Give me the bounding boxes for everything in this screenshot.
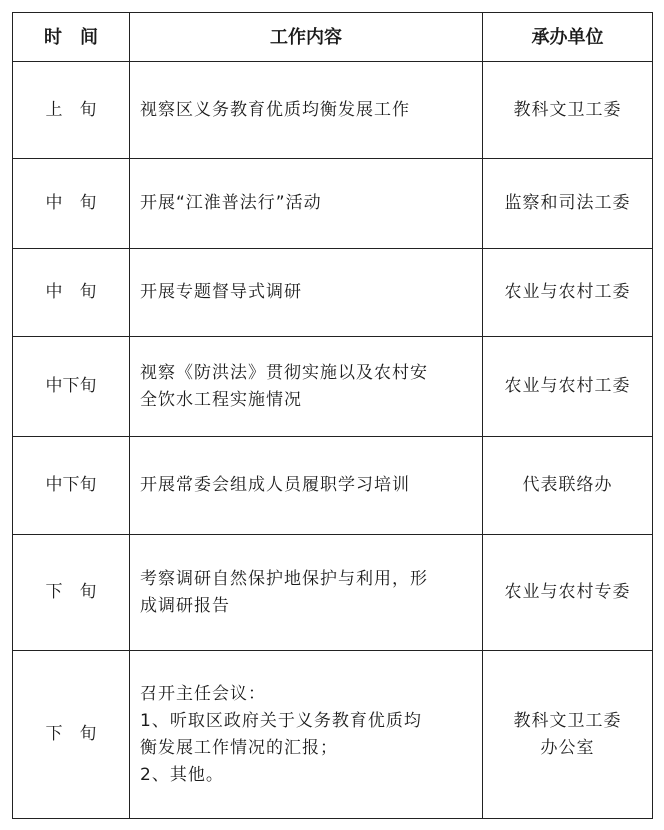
content-cell [130, 62, 483, 159]
unit-cell [483, 437, 653, 535]
unit-line: 农业与农村专委 [504, 582, 631, 602]
unit-line: 监察和司法工委 [504, 193, 631, 213]
content-line: 开展专题督导式调研 [140, 282, 302, 302]
unit-line: 教科文卫工委 [513, 99, 622, 120]
content-line: 1、听取区政府关于义务教育优质均 [140, 710, 422, 731]
unit-cell [483, 651, 653, 819]
content-cell [130, 337, 483, 437]
content-cell [130, 535, 483, 651]
content-line: 考察调研自然保护地保护与利用，形 [140, 568, 428, 589]
header-unit: 承办单位 [483, 13, 653, 62]
content-cell [130, 159, 483, 249]
content-line: 开展“江淮普法行”活动 [140, 193, 322, 213]
unit-line: 办公室 [540, 737, 595, 758]
table-row [13, 337, 653, 437]
table-row [13, 249, 653, 337]
content-line: 衡发展工作情况的汇报； [140, 737, 338, 758]
time-cell: 中下旬 [13, 337, 130, 437]
time-cell: 下 旬 [13, 535, 130, 651]
unit-line: 教科文卫工委 [513, 710, 622, 731]
content-line: 视察区义务教育优质均衡发展工作 [140, 99, 410, 120]
time-cell: 下 旬 [13, 651, 130, 819]
time-cell: 中下旬 [13, 437, 130, 535]
time-cell: 上 旬 [13, 62, 130, 159]
unit-line: 代表联络办 [522, 475, 613, 495]
table-row [13, 651, 653, 819]
unit-line: 农业与农村工委 [504, 376, 631, 396]
content-line: 2、其他。 [140, 764, 224, 785]
unit-cell [483, 159, 653, 249]
content-cell [130, 651, 483, 819]
table-row [13, 159, 653, 249]
unit-cell [483, 62, 653, 159]
content-line: 开展常委会组成人员履职学习培训 [140, 475, 410, 495]
table-row [13, 62, 653, 159]
unit-cell [483, 535, 653, 651]
content-cell [130, 437, 483, 535]
table-row [13, 535, 653, 651]
table-row [13, 437, 653, 535]
schedule-table [12, 12, 653, 819]
time-cell: 中 旬 [13, 249, 130, 337]
unit-cell [483, 249, 653, 337]
time-cell: 中 旬 [13, 159, 130, 249]
content-cell [130, 249, 483, 337]
header-content: 工作内容 [130, 13, 483, 62]
header-time: 时 间 [13, 13, 130, 62]
content-line: 视察《防洪法》贯彻实施以及农村安 [140, 362, 428, 383]
unit-cell [483, 337, 653, 437]
unit-line: 农业与农村工委 [504, 282, 631, 302]
header-row [13, 13, 653, 62]
content-line: 成调研报告 [140, 595, 230, 616]
content-line: 全饮水工程实施情况 [140, 389, 302, 410]
content-line: 召开主任会议： [140, 683, 266, 704]
